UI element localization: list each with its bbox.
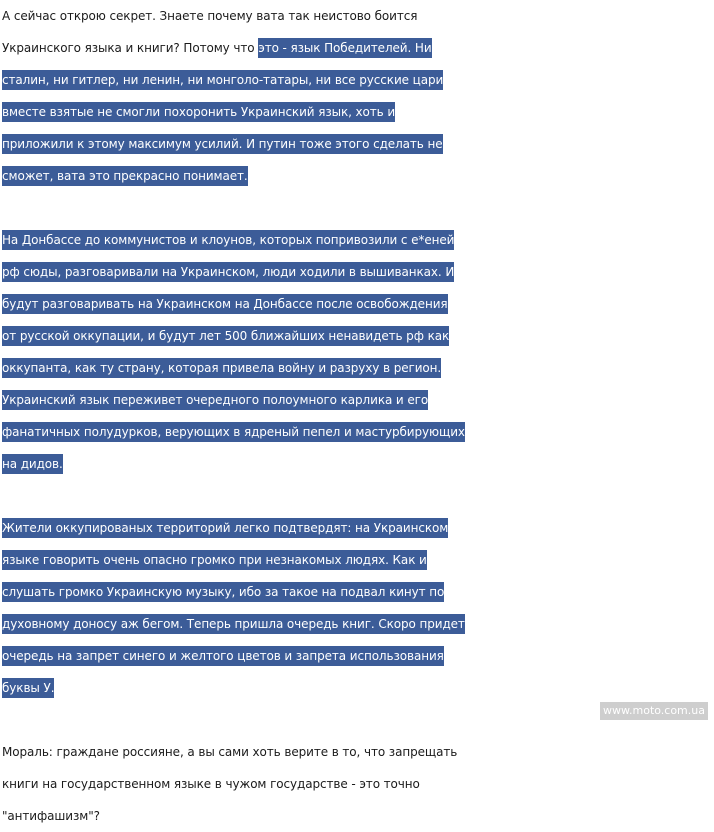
- watermark: www.moto.com.ua: [600, 702, 708, 720]
- text-line: [2, 160, 714, 192]
- text-line: [2, 64, 714, 96]
- text-line: [2, 224, 714, 256]
- highlighted-text: приложили к этому максимум усилий. И путин тоже этого сделать не: [2, 134, 443, 154]
- highlighted-text: это - язык Победителей. Ни: [258, 38, 431, 58]
- text-line: [2, 608, 714, 640]
- text-line: [2, 640, 714, 672]
- paragraph-gap: [2, 192, 714, 224]
- text-line: [2, 352, 714, 384]
- highlighted-text: оккупанта, как ту страну, которая привела войну и разруху в регион.: [2, 358, 441, 378]
- highlighted-text: сможет, вата это прекрасно понимает.: [2, 166, 248, 186]
- highlighted-text: На Донбассе до коммунистов и клоунов, которых попривозили с е*еней: [2, 230, 454, 250]
- plain-text: Мораль: граждане россияне, а вы сами хоть верите в то, что запрещать: [2, 745, 458, 759]
- text-line: [2, 128, 714, 160]
- text-line: [2, 736, 714, 768]
- text-line: [2, 672, 714, 704]
- text-line: [2, 544, 714, 576]
- text-line: [2, 256, 714, 288]
- text-line: [2, 288, 714, 320]
- paragraph-2: [2, 224, 714, 480]
- highlighted-text: рф сюды, разговаривали на Украинском, люди ходили в вышиванках. И: [2, 262, 454, 282]
- highlighted-text: языке говорить очень опасно громко при незнакомых людях. Как и: [2, 550, 427, 570]
- text-line: [2, 320, 714, 352]
- text-line: [2, 576, 714, 608]
- text-line: [2, 512, 714, 544]
- highlighted-text: очередь на запрет синего и желтого цветов и запрета использования: [2, 646, 444, 666]
- text-line: [2, 768, 714, 800]
- paragraph-4: [2, 736, 714, 832]
- plain-text: "антифашизм"?: [2, 809, 100, 823]
- plain-text: А сейчас открою секрет. Знаете почему вата так неистово боится: [2, 9, 418, 23]
- highlighted-text: Украинский язык переживет очередного полоумного карлика и его: [2, 390, 428, 410]
- plain-text: книги на государственном языке в чужом государстве - это точно: [2, 777, 420, 791]
- highlighted-text: слушать громко Украинскую музыку, ибо за такое на подвал кинут по: [2, 582, 444, 602]
- highlighted-text: от русской оккупации, и будут лет 500 ближайших ненавидеть рф как: [2, 326, 449, 346]
- text-line: [2, 0, 714, 32]
- plain-text: Украинского языка и книги? Потому что: [2, 41, 259, 55]
- paragraph-3: [2, 512, 714, 704]
- text-line: [2, 800, 714, 832]
- paragraph-gap: [2, 480, 714, 512]
- highlighted-text: на дидов.: [2, 454, 63, 474]
- highlighted-text: буквы У.: [2, 678, 54, 698]
- paragraph-1: [2, 0, 714, 192]
- highlighted-text: будут разговаривать на Украинском на Донбассе после освобождения: [2, 294, 448, 314]
- text-line: [2, 384, 714, 416]
- highlighted-text: Жители оккупированых территорий легко подтвердят: на Украинском: [2, 518, 448, 538]
- text-line: [2, 416, 714, 448]
- highlighted-text: духовному доносу аж бегом. Теперь пришла очередь книг. Скоро придет: [2, 614, 465, 634]
- text-line: [2, 448, 714, 480]
- text-line: [2, 32, 714, 64]
- highlighted-text: фанатичных полудурков, верующих в ядреный пепел и мастурбирующих: [2, 422, 465, 442]
- highlighted-text: вместе взятые не смогли похоронить Украинский язык, хоть и: [2, 102, 395, 122]
- highlighted-text: сталин, ни гитлер, ни ленин, ни монголо-татары, ни все русские цари: [2, 70, 443, 90]
- text-line: [2, 96, 714, 128]
